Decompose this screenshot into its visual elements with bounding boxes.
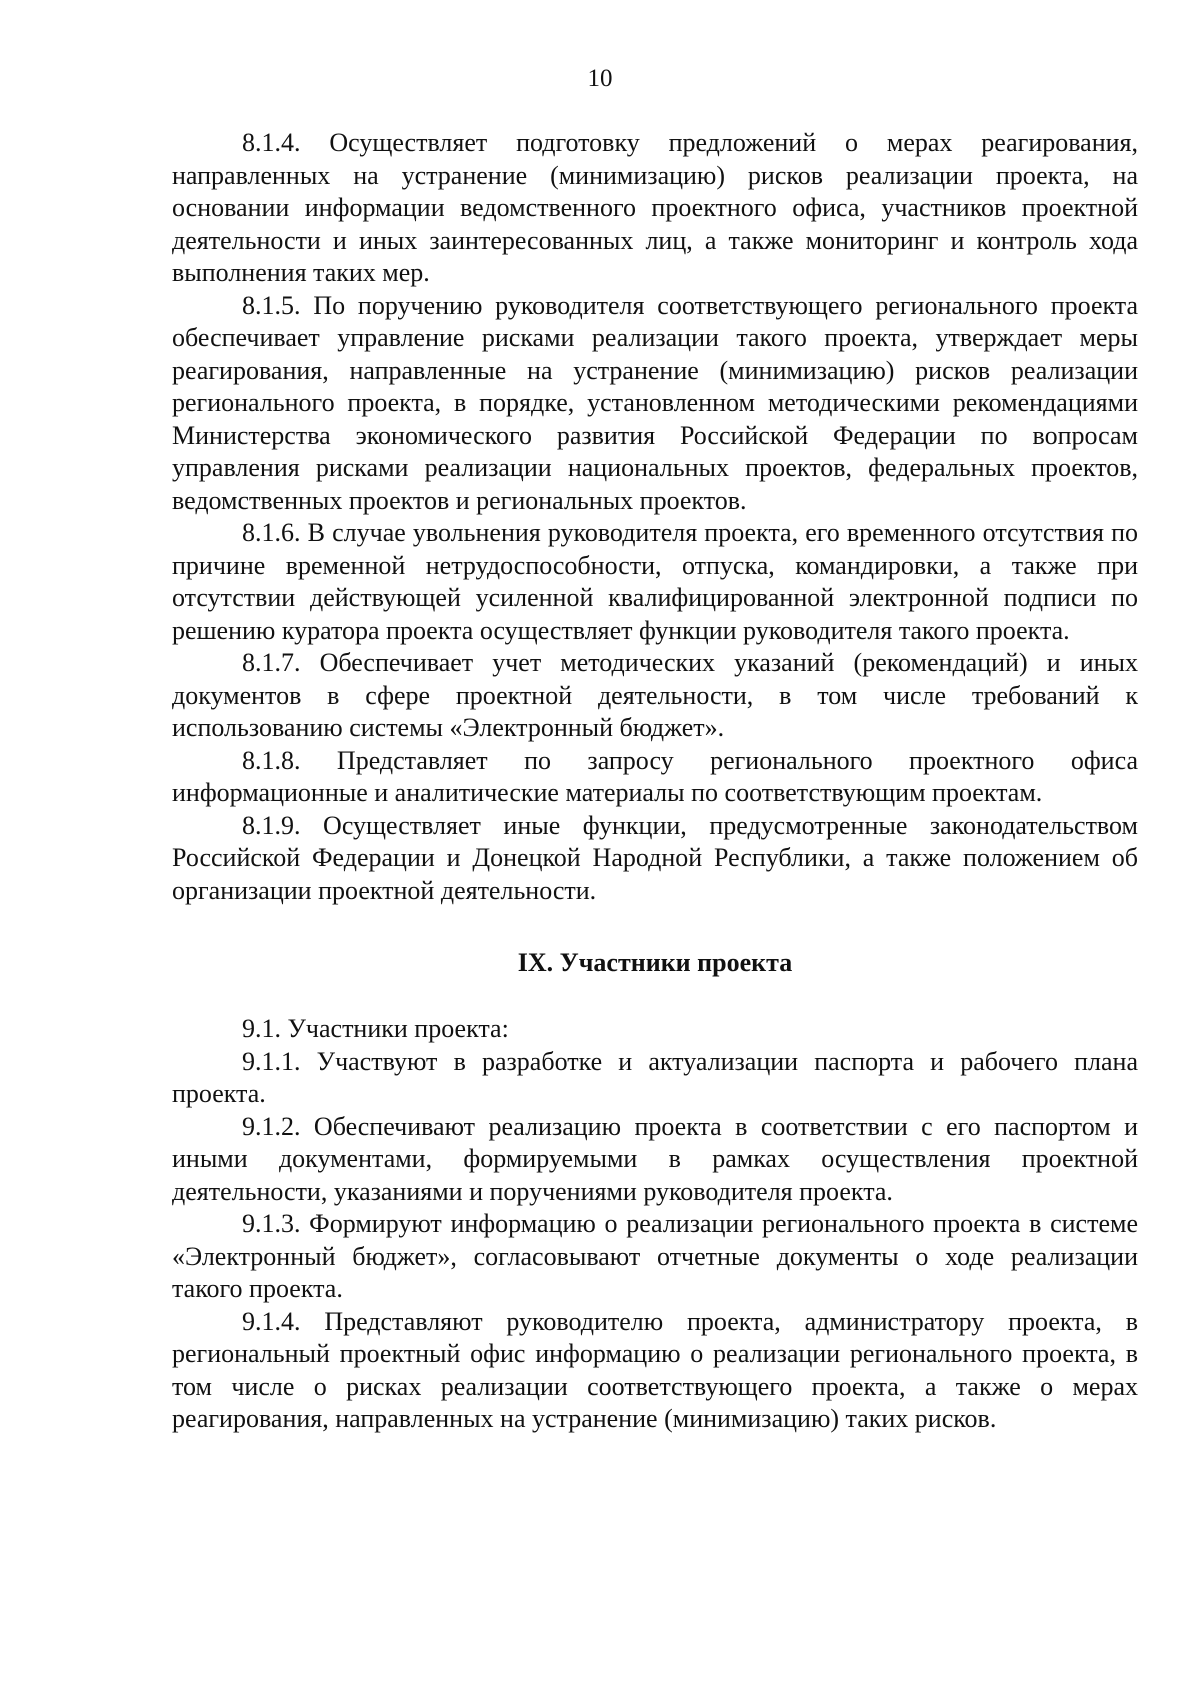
paragraph-8-1-4: 8.1.4. Осуществляет подготовку предложений о мерах реагирования, направленных на устранение (минимизацию) рисков реализации проекта, на основании информации ведомственного проектного офиса, участников проектной деятельности и иных заинтересованных лиц, а также мониторинг и контроль хода выполнения таких мер. bbox=[172, 128, 1138, 287]
paragraph-8-1-9: 8.1.9. Осуществляет иные функции, предусмотренные законодательством Российской Федерации и Донецкой Народной Республики, а также положением об организации проектной деятельности. bbox=[172, 810, 1138, 905]
paragraph-9-1-2: 9.1.2. Обеспечивают реализацию проекта в соответствии с его паспортом и иными документами, формируемыми в рамках осуществления проектной деятельности, указаниями и поручениями руководителя проекта. bbox=[172, 1111, 1138, 1206]
paragraph-9-1-4: 9.1.4. Представляют руководителю проекта, администратору проекта, в региональный проектный офис информацию о реализации регионального проекта, в том числе о рисках реализации соответствующего проекта, а также о мерах реагирования, направленных на устранение (минимизацию) таких рисков. bbox=[172, 1306, 1138, 1433]
paragraph-9-1-1: 9.1.1. Участвуют в разработке и актуализации паспорта и рабочего плана проекта. bbox=[172, 1046, 1138, 1108]
paragraph-8-1-6: 8.1.6. В случае увольнения руководителя проекта, его временного отсутствия по причине временной нетрудоспособности, отпуска, командировки, а также при отсутствии действующей усиленной квалифицированной электронной подписи по решению куратора проекта осуществляет функции руководителя такого проекта. bbox=[172, 518, 1138, 645]
paragraph-9-1-3: 9.1.3. Формируют информацию о реализации регионального проекта в системе «Электронный бюджет», согласовывают отчетные документы о ходе реализации такого проекта. bbox=[172, 1209, 1138, 1303]
section-heading-ix: IX. Участники проекта bbox=[517, 948, 793, 977]
document-body bbox=[172, 127, 1138, 1436]
paragraph-9-1: 9.1. Участники проекта: bbox=[242, 1014, 509, 1043]
paragraph-8-1-5: 8.1.5. По поручению руководителя соответствующего регионального проекта обеспечивает управление рисками реализации такого проекта, утверждает меры реагирования, направленные на устранение (минимизацию) рисков реализации регионального проекта, в порядке, установленном методическими рекомендациями Министерства экономического развития Российской Федерации по вопросам управления рисками реализации национальных проектов, федеральных проектов, ведомственных проектов и региональных проектов. bbox=[172, 290, 1138, 515]
paragraph-8-1-8: 8.1.8. Представляет по запросу регионального проектного офиса информационные и аналитические материалы по соответствующим проектам. bbox=[172, 745, 1138, 807]
page-number: 10 bbox=[587, 65, 613, 92]
paragraph-8-1-7: 8.1.7. Обеспечивает учет методических указаний (рекомендаций) и иных документов в сфере проектной деятельности, в том числе требований к использованию системы «Электронный бюджет». bbox=[172, 648, 1138, 742]
